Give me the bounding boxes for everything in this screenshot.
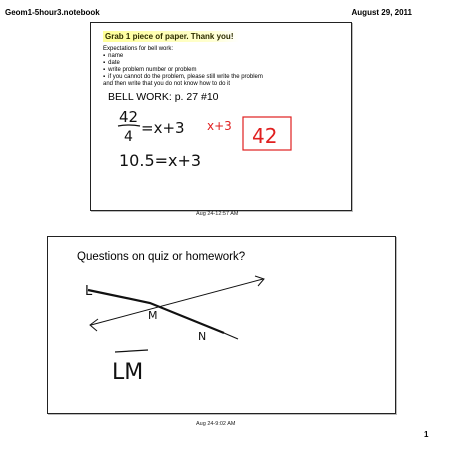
list-item: ▪ name xyxy=(103,53,263,60)
slide-1 xyxy=(90,22,352,211)
hand-numerator: 42 xyxy=(119,108,139,126)
hand-denominator: 4 xyxy=(124,129,133,145)
header-date: August 29, 2011 xyxy=(351,8,412,17)
list-item: ▪ write problem number or problem xyxy=(103,67,263,74)
handwriting-area xyxy=(91,23,351,210)
slide-2 xyxy=(47,236,396,414)
segment-overline xyxy=(115,350,148,352)
slide1-title: Grab 1 piece of paper. Thank you! xyxy=(103,31,239,42)
point-L-label: L xyxy=(85,284,93,299)
hand-red-expression: x+3 xyxy=(207,119,232,133)
list-item: ▪ if you cannot do the problem, please still write the problem xyxy=(103,74,263,81)
line-LMN-end xyxy=(224,333,238,339)
point-N-label: N xyxy=(198,330,207,343)
slide1-timestamp: Aug 24-12:57 AM xyxy=(196,211,239,217)
hand-answer: 42 xyxy=(252,124,278,148)
expectations-heading: Expectations for bell work: xyxy=(103,46,174,52)
hand-rhs: =x+3 xyxy=(141,119,185,137)
hand-line-2: 10.5=x+3 xyxy=(119,151,202,170)
slide2-title: Questions on quiz or homework? xyxy=(77,251,246,263)
line-1 xyxy=(91,279,263,325)
slide2-timestamp: Aug 24-9:02 AM xyxy=(196,421,236,427)
expectations-continued: and then write that you do not know how to do it xyxy=(103,81,231,87)
point-M-label: M xyxy=(148,309,158,322)
segment-label: LM xyxy=(112,360,144,385)
bell-work-label: BELL WORK: p. 27 #10 xyxy=(108,91,219,103)
page-number: 1 xyxy=(424,430,429,439)
list-item: ▪ date xyxy=(103,60,263,67)
drawing-area xyxy=(48,237,395,413)
header-filename: Geom1-5hour3.notebook xyxy=(5,8,100,17)
